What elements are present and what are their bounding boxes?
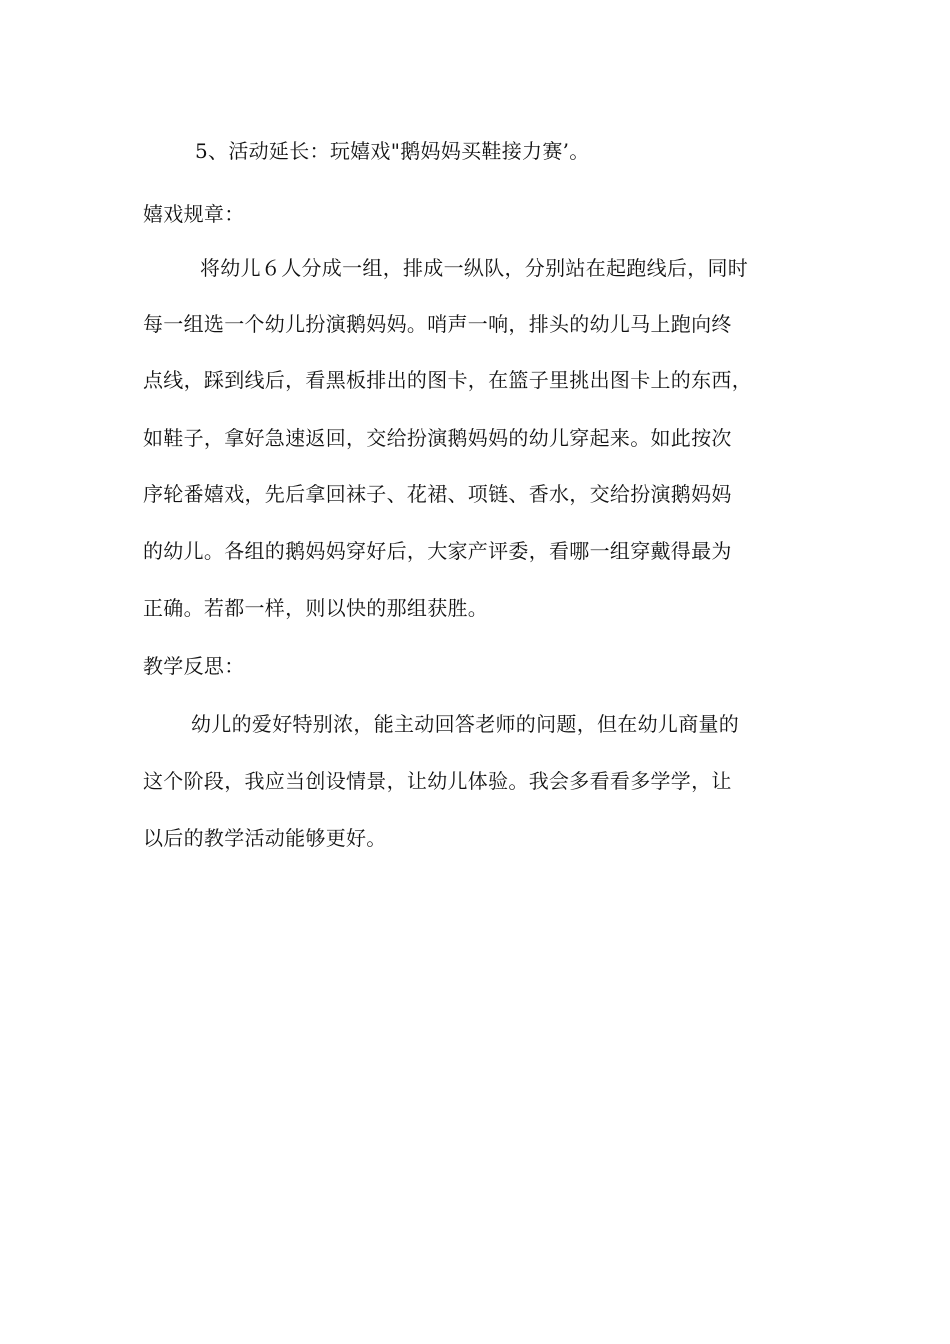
rules-paragraph-line: 将幼儿６人分成一组，排成一纵队，分别站在起跑线后，同时 bbox=[200, 256, 749, 280]
rules-paragraph-line: 每一组选一个幼儿扮演鹅妈妈。哨声一响，排头的幼儿马上跑向终 bbox=[143, 312, 732, 336]
rules-paragraph-line: 的幼儿。各组的鹅妈妈穿好后，大家产评委，看哪一组穿戴得最为 bbox=[143, 539, 732, 563]
activity-extension-line: 5、活动延长：玩嬉戏"鹅妈妈买鞋接力赛’。 bbox=[195, 139, 590, 163]
rules-paragraph-line: 点线，踩到线后，看黑板排出的图卡，在篮子里挑出图卡上的东西， bbox=[143, 368, 752, 392]
rules-paragraph-line: 正确。若都一样，则以快的那组获胜。 bbox=[143, 596, 489, 620]
rules-paragraph-line: 如鞋子，拿好急速返回，交给扮演鹅妈妈的幼儿穿起来。如此按次 bbox=[143, 426, 732, 450]
reflection-heading: 教学反思： bbox=[143, 654, 245, 678]
rules-heading: 嬉戏规章： bbox=[143, 202, 245, 226]
rules-paragraph-line: 序轮番嬉戏，先后拿回袜子、花裙、项链、香水，交给扮演鹅妈妈 bbox=[143, 482, 732, 506]
reflection-paragraph-line: 幼儿的爱好特别浓，能主动回答老师的问题，但在幼儿商量的 bbox=[191, 712, 740, 736]
reflection-paragraph-line: 以后的教学活动能够更好。 bbox=[143, 826, 387, 850]
reflection-paragraph-line: 这个阶段，我应当创设情景，让幼儿体验。我会多看看多学学，让 bbox=[143, 769, 732, 793]
